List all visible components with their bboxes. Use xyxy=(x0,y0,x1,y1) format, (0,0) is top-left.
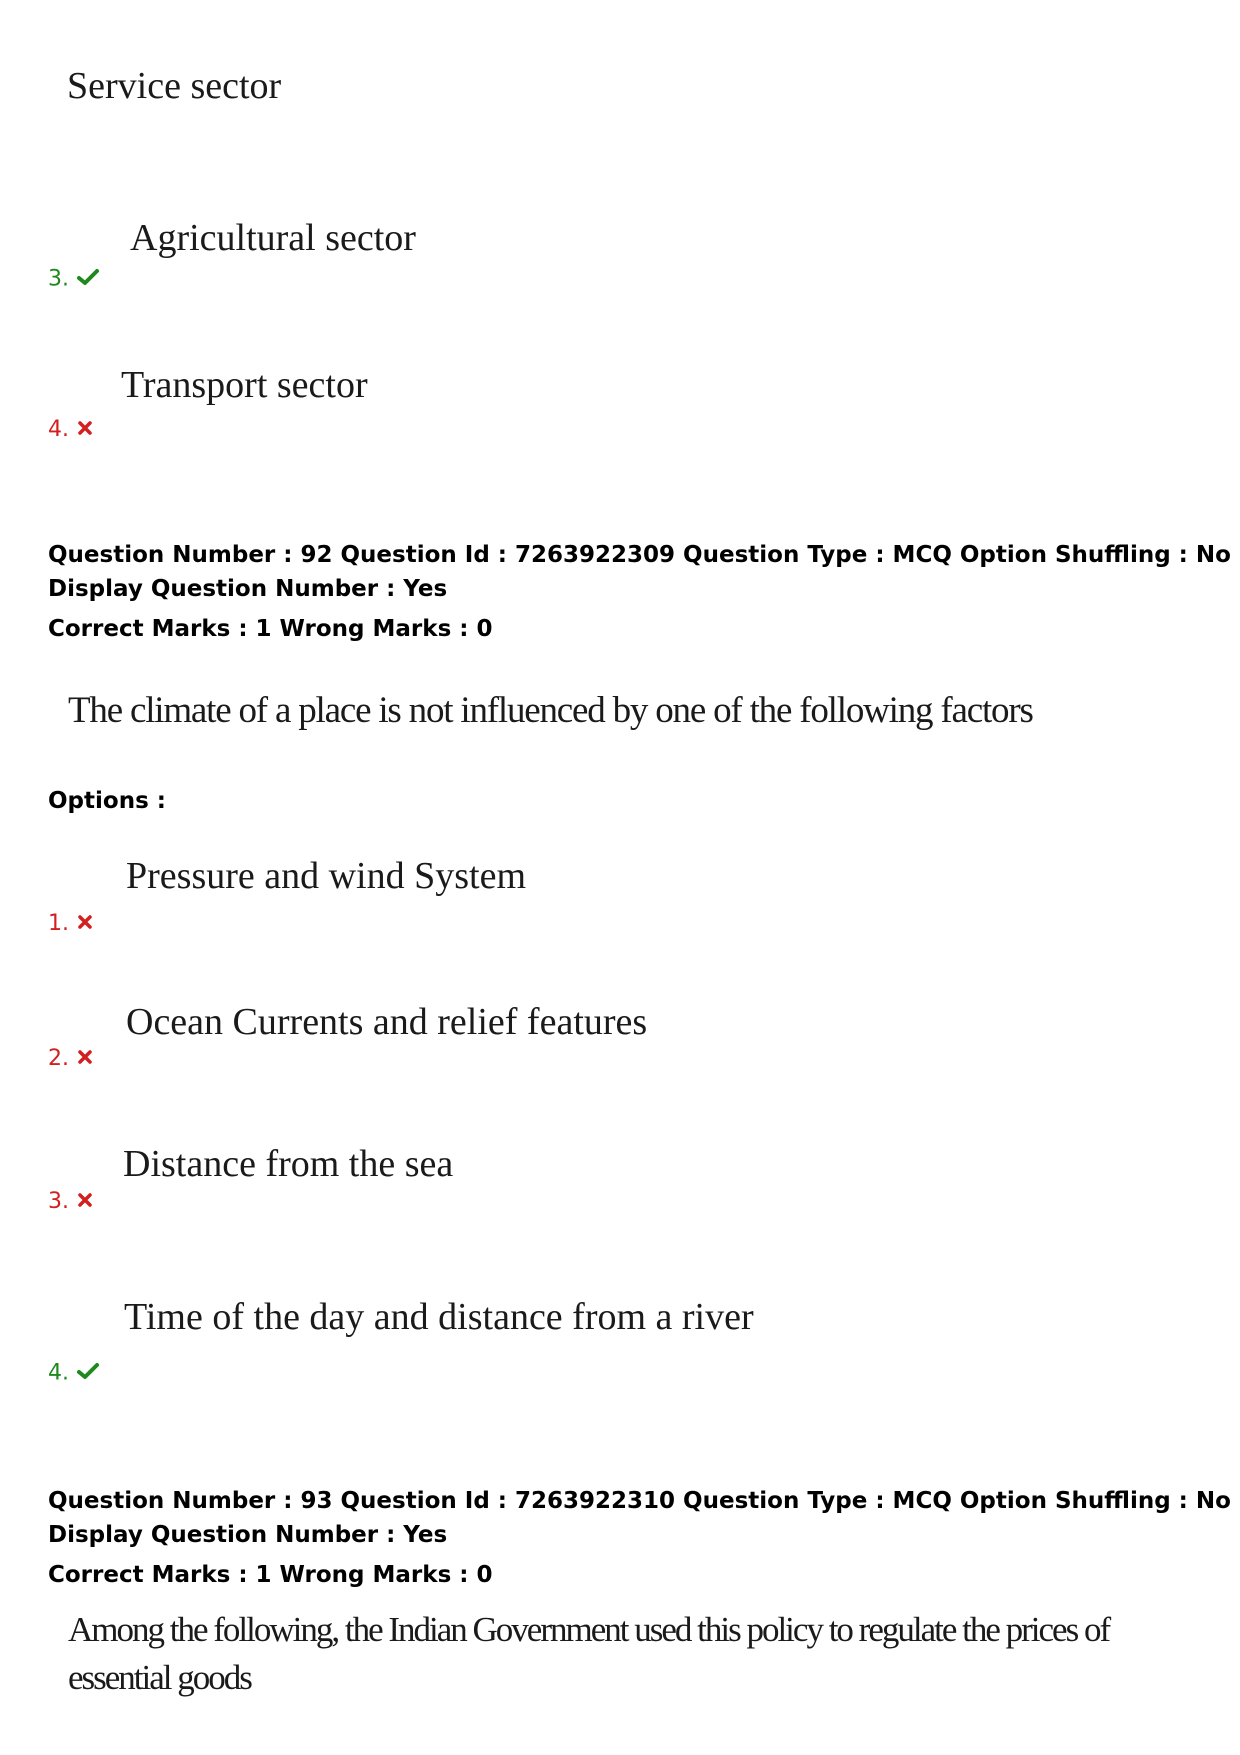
option-text: Ocean Currents and relief features xyxy=(126,1001,648,1043)
option-number: 1. xyxy=(48,913,93,935)
option-text: Agricultural sector xyxy=(130,217,416,259)
option-number: 3. xyxy=(48,268,99,291)
question-header: Question Number : 93 Question Id : 7263922310 Question Type : MCQ Option Shuffling : No xyxy=(48,1488,1231,1514)
option-text: Pressure and wind System xyxy=(126,855,527,897)
question-display-number: Display Question Number : Yes xyxy=(48,576,448,602)
check-icon xyxy=(77,268,99,291)
question-marks: Correct Marks : 1 Wrong Marks : 0 xyxy=(48,1562,493,1588)
cross-icon xyxy=(77,419,93,441)
cross-icon xyxy=(77,1048,93,1070)
option-text: Transport sector xyxy=(121,364,368,406)
options-label: Options : xyxy=(48,788,166,814)
option-number: 4. xyxy=(48,419,93,441)
option-text: Service sector xyxy=(67,65,282,107)
option-number: 4. xyxy=(48,1362,99,1385)
option-text: Time of the day and distance from a river xyxy=(124,1296,754,1338)
question-text: Among the following, the Indian Government used this policy to regulate the prices of xyxy=(68,1610,1110,1649)
option-text: Distance from the sea xyxy=(123,1143,454,1185)
cross-icon xyxy=(77,913,93,935)
option-number: 3. xyxy=(48,1191,93,1213)
question-header: Question Number : 92 Question Id : 7263922309 Question Type : MCQ Option Shuffling : No xyxy=(48,542,1231,568)
question-marks: Correct Marks : 1 Wrong Marks : 0 xyxy=(48,616,493,642)
question-display-number: Display Question Number : Yes xyxy=(48,1522,448,1548)
cross-icon xyxy=(77,1191,93,1213)
question-text: essential goods xyxy=(68,1658,251,1697)
option-number: 2. xyxy=(48,1048,93,1070)
check-icon xyxy=(77,1362,99,1385)
question-text: The climate of a place is not influenced by one of the following factors xyxy=(68,690,1033,731)
